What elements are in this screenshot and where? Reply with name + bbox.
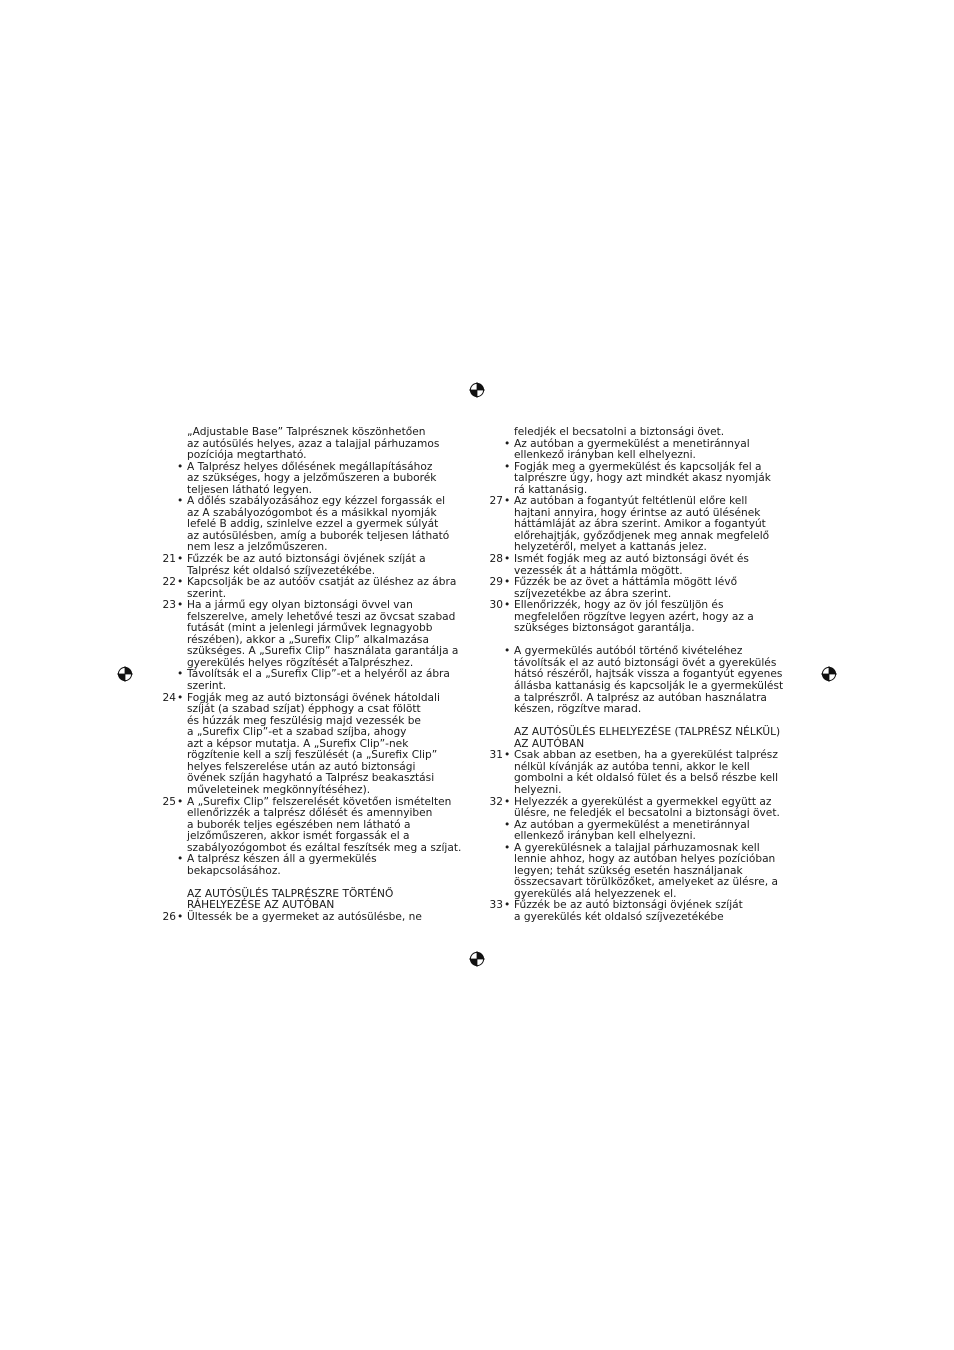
instruction-item	[160, 669, 470, 692]
instruction-item	[487, 797, 797, 820]
bullet-icon: •	[504, 795, 511, 808]
instruction-text: Fogják meg az autó biztonsági övének hátoldali szíját (a szabad szíjat) épphogy a csat fölött és húzzák meg feszülésig majd vezessék be a „Surefix Clip”-et a szabad szíjba, ahogy azt a képsor mutatja. A „Surefix Clip”-nek rögzítenie kell a szíj feszülését (a „Surefix Clip” helyes felszerelése után az autó biztonsági övének szíján hagyható a Talprész beakasztási műveleteinek megkönnyítéséhez).	[187, 691, 440, 796]
step-number: 21	[162, 553, 176, 566]
bullet-icon: •	[177, 495, 184, 508]
bullet-icon: •	[177, 576, 184, 589]
step-number: 24	[162, 691, 176, 704]
instruction-text: Helyezzék a gyerekülést a gyermekkel együtt az ülésre, ne feledjék el becsatolni a biztonsági övet.	[514, 795, 780, 820]
instruction-item	[160, 554, 470, 577]
instruction-text: Fűzzék be az autó biztonsági övjének szíját a Talprész két oldalsó szíjvezetékébe.	[187, 553, 426, 577]
bullet-icon: •	[504, 899, 511, 912]
step-number: 26	[162, 910, 176, 923]
instruction-item	[160, 496, 470, 554]
instruction-item	[487, 750, 797, 796]
instruction-item	[160, 693, 470, 797]
step-number: 30	[489, 599, 503, 612]
instruction-item	[487, 600, 797, 635]
step-number: 33	[489, 899, 503, 912]
instruction-item	[487, 427, 797, 439]
instruction-text: A talprész készen áll a gyermekülés bekapcsolásához.	[187, 853, 377, 877]
bullet-icon: •	[504, 437, 511, 450]
instruction-text: A „Surefix Clip” felszerelését követően ismételten ellenőrizzék a talprész dőlését és amennyiben a buborék teljes egészében nem látható a jelzőműszeren, akkor ismét forgassák el a szabályozógombot és ezáltal feszítsék meg a szíjat.	[187, 795, 462, 854]
step-number: 31	[489, 749, 503, 762]
instruction-item	[487, 439, 797, 462]
bullet-icon: •	[177, 460, 184, 473]
bullet-icon: •	[504, 576, 511, 589]
bullet-icon: •	[504, 553, 511, 566]
right-column	[487, 427, 797, 924]
instruction-text: A gyerekülésnek a talajjal párhuzamosnak kell lennie ahhoz, hogy az autóban helyes pozícióban legyen; tehát szükség esetén használjanak összecsavart törülközőket, amelyeket az ülésre, a gyerekülés alá helyezzenek el.	[514, 841, 778, 900]
step-number: 23	[162, 599, 176, 612]
instruction-text: Ismét fogják meg az autó biztonsági övét és vezessék át a háttámla mögött.	[514, 553, 749, 577]
step-number: 29	[489, 576, 503, 589]
instruction-text: A gyermekülés autóból történő kivételéhez távolítsák el az autó biztonsági övét a gyerekülés hátsó részéről, hajtsák vissza a fogantyút egyenes állásba kattanásig és kapcsolják le a gyermekülést a talprészről. A talprész az autóban használatra készen, rögzítve marad.	[514, 645, 784, 716]
instruction-item	[160, 577, 470, 600]
section-heading: AZ AUTÓSÜLÉS ELHELYEZÉSE (TALPRÉSZ NÉLKÜL) AZ AUTÓBAN	[514, 726, 781, 750]
instruction-item	[160, 427, 470, 462]
bullet-icon: •	[504, 749, 511, 762]
registration-mark-icon	[117, 666, 133, 682]
instruction-text: feledjék el becsatolni a biztonsági övet.	[514, 426, 725, 438]
instruction-text: Ültessék be a gyermeket az autósülésbe, ne	[187, 910, 422, 923]
instruction-text: Az autóban a gyermekülést a menetiránnyal ellenkező irányban kell elhelyezni.	[514, 818, 750, 843]
instruction-text: Csak abban az esetben, ha a gyerekülést talprész nélkül kívánják az autóba tenni, akkor le kell gombolni a két oldalsó fület és a belső részbe kell helyezni.	[514, 749, 779, 796]
instruction-text: Fogják meg a gyermekülést és kapcsolják fel a talprészre úgy, hogy azt mindkét akasz nyomják rá kattanásig.	[514, 460, 771, 496]
instruction-item	[160, 912, 470, 924]
step-number: 22	[162, 576, 176, 589]
instruction-text: A Talprész helyes dőlésének megállapításához az szükséges, hogy a jelzőműszeren a buborék teljesen látható legyen.	[187, 460, 437, 496]
instruction-text: Ellenőrizzék, hogy az öv jól feszüljön és megfelelően rögzítve legyen azért, hogy az a szükséges biztonságot garantálja.	[514, 599, 754, 635]
instruction-text: „Adjustable Base” Talprésznek köszönhetően az autósülés helyes, azaz a talajjal párhuzamos pozíciója megtartható.	[187, 426, 440, 462]
instruction-text: Távolítsák el a „Surefix Clip”-et a helyéről az ábra szerint.	[187, 668, 450, 693]
left-column	[160, 427, 470, 924]
bullet-icon: •	[504, 599, 511, 612]
instruction-item	[160, 797, 470, 855]
instruction-item	[160, 854, 470, 877]
section-heading: AZ AUTÓSÜLÉS TALPRÉSZRE TÖRTÉNŐ RÁHELYEZÉSE AZ AUTÓBAN	[187, 887, 394, 912]
bullet-icon: •	[504, 841, 511, 854]
bullet-icon: •	[177, 691, 184, 704]
instruction-item	[487, 646, 797, 715]
instruction-item	[487, 496, 797, 554]
bullet-icon: •	[504, 460, 511, 473]
bullet-icon: •	[177, 853, 184, 866]
instruction-text: Az autóban a gyermekülést a menetiránnyal ellenkező irányban kell elhelyezni.	[514, 437, 750, 462]
instruction-text: Ha a jármű egy olyan biztonsági övvel van felszerelve, amely lehetővé teszi az övcsat szabad futását (mint a jelenlegi járművek legnagyobb részében), akkor a „Surefix Clip” alkalmazása szükséges. A „Surefix Clip” használata garantálja a gyerekülés helyes rögzítését aTalprészhez.	[187, 599, 459, 669]
registration-mark-icon	[469, 382, 485, 398]
bullet-icon: •	[177, 668, 184, 681]
step-number: 28	[489, 553, 503, 566]
bullet-icon: •	[504, 645, 511, 658]
instruction-text: Az autóban a fogantyút feltétlenül előre kell hajtani annyira, hogy érintse az autó ülésének háttámláját az ábra szerint. Amikor a fogantyút előrehajtják, győződjenek meg annak megfelelő helyzetéről, melyet a kattanás jelez.	[514, 495, 770, 554]
step-number: 27	[489, 495, 503, 508]
bullet-icon: •	[177, 910, 184, 923]
instruction-item	[487, 820, 797, 843]
instruction-text: Fűzzék be az autó biztonsági övjének szíját a gyerekülés két oldalsó szíjvezetékébe	[514, 899, 743, 923]
instruction-item	[160, 600, 470, 669]
instruction-text: A dőlés szabályozásához egy kézzel forgassák el az A szabályozógombot és a másikkal nyomják lefelé B addig, szinlelve ezzel a gyermek súlyát az autósülésben, amíg a buborék teljesen látható nem lesz a jelzőműszeren.	[187, 495, 450, 554]
registration-mark-icon	[469, 951, 485, 967]
instruction-text: Kapcsolják be az autóöv csatját az üléshez az ábra szerint.	[187, 576, 457, 600]
instruction-item	[487, 577, 797, 600]
instruction-item	[487, 900, 797, 923]
registration-mark-icon	[821, 666, 837, 682]
bullet-icon: •	[177, 795, 184, 808]
step-number: 25	[162, 795, 176, 808]
instruction-item	[160, 462, 470, 497]
instruction-item	[487, 554, 797, 577]
step-number: 32	[489, 795, 503, 808]
bullet-icon: •	[177, 599, 184, 612]
bullet-icon: •	[177, 553, 184, 566]
bullet-icon: •	[504, 495, 511, 508]
bullet-icon: •	[504, 818, 511, 831]
instruction-item	[487, 462, 797, 497]
instruction-item	[487, 843, 797, 901]
instruction-text: Fűzzék be az övet a háttámla mögött lévő szíjvezetékbe az ábra szerint.	[514, 576, 738, 600]
